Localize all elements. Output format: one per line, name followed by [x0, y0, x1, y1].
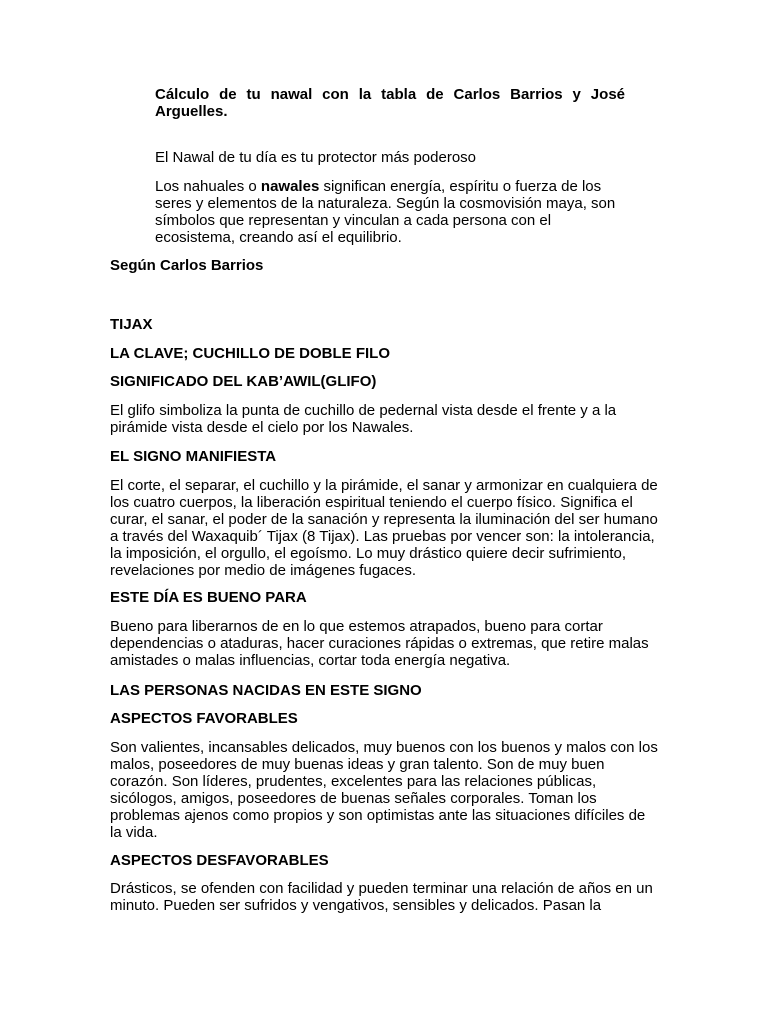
favorable-heading: ASPECTOS FAVORABLES	[110, 710, 298, 727]
key-heading: LA CLAVE; CUCHILLO DE DOBLE FILO	[110, 345, 390, 362]
good-day-heading: ESTE DÍA ES BUENO PARA	[110, 589, 307, 606]
intro-description	[155, 178, 625, 246]
unfavorable-heading: ASPECTOS DESFAVORABLES	[110, 852, 329, 869]
glyph-heading: SIGNIFICADO DEL KAB’AWIL(GLIFO)	[110, 373, 377, 390]
intro-subtitle: El Nawal de tu día es tu protector más poderoso	[155, 149, 477, 166]
manifest-heading: EL SIGNO MANIFIESTA	[110, 448, 277, 465]
intro-description-bold: nawales	[260, 178, 320, 195]
born-heading: LAS PERSONAS NACIDAS EN ESTE SIGNO	[110, 682, 422, 699]
intro-description-pre: Los nahuales o	[155, 178, 261, 195]
intro-description-post: significan energía, espíritu o fuerza de los seres y elementos de la naturaleza. Según la cosmovisión maya, son símbolos que representan y vinculan a cada persona con el ecosistema, creando así el equilibrio.	[155, 178, 616, 246]
unfavorable-paragraph: Drásticos, se ofenden con facilidad y pueden terminar una relación de años en un minuto. Pueden ser sufridos y vengativos, sensibles y delicados. Pasan la	[110, 880, 653, 914]
good-day-paragraph: Bueno para liberarnos de en lo que estemos atrapados, bueno para cortar dependencias o ataduras, hacer curaciones rápidas o extremas, que retire malas amistades o malas influencias, cortar toda energía negativa.	[110, 618, 649, 669]
glyph-paragraph: El glifo simboliza la punta de cuchillo de pedernal vista desde el frente y a la pirámide vista desde el cielo por los Nawales.	[110, 402, 617, 436]
manifest-paragraph: El corte, el separar, el cuchillo y la pirámide, el sanar y armonizar en cualquiera de los cuatro cuerpos, la liberación espiritual teniendo el cuerpo físico. Significa el curar, el sanar, el poder de la sanación y representa la iluminación del ser humano a través del Waxaquib´ Tijax (8 Tijax). Las pruebas por vencer son: la intolerancia, la imposición, el orgullo, el egoísmo. Lo muy drástico quiere decir sufrimiento, revelaciones por medio de imágenes fugaces.	[110, 477, 658, 579]
favorable-paragraph: Son valientes, incansables delicados, muy buenos con los buenos y malos con los malos, poseedores de muy buenas ideas y gran talento. Son de muy buen corazón. Son líderes, prudentes, excelentes para las relaciones públicas, sicólogos, amigos, poseedores de buenas señales corporales. Toman los problemas ajenos como propios y son optimistas ante las situaciones difíciles de la vida.	[110, 739, 658, 841]
source-heading: Según Carlos Barrios	[110, 257, 264, 274]
document-title: Cálculo de tu nawal con la tabla de Carlos Barrios y José Arguelles.	[155, 86, 625, 120]
sign-name-heading: TIJAX	[110, 316, 153, 333]
